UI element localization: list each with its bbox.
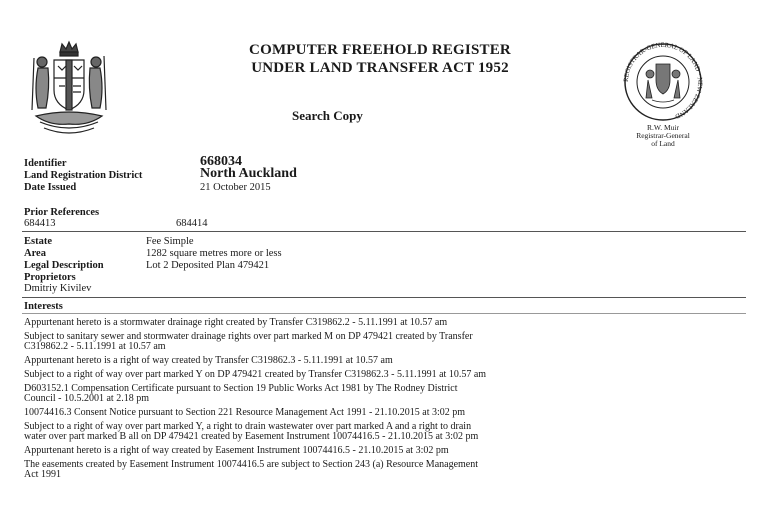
district-label: Land Registration District (24, 170, 143, 181)
divider (22, 313, 746, 314)
interest-line: Appurtenant hereto is a right of way created by Easement Instrument 10074416.5 - 21.10.2015 at 3:02 pm (24, 445, 449, 456)
interest-line: D603152.1 Compensation Certificate pursuant to Section 19 Public Works Act 1981 by The Rodney District (24, 383, 458, 394)
register-title-line2: UNDER LAND TRANSFER ACT 1952 (251, 60, 509, 76)
register-title-line1: COMPUTER FREEHOLD REGISTER (249, 42, 511, 58)
seal-ring-text: REGISTRAR-GENERAL OF LAND · NEW ZEALAND (622, 42, 704, 120)
interest-line: Appurtenant hereto is a right of way created by Transfer C319862.3 - 5.11.1991 at 10.57 am (24, 355, 393, 366)
interest-line: Subject to sanitary sewer and stormwater drainage rights over part marked M on DP 479421 created by Transfer (24, 331, 473, 342)
prior-references-label: Prior References (24, 207, 100, 218)
divider (22, 231, 746, 232)
seal-role-line1: Registrar-General (636, 131, 690, 140)
divider (22, 297, 746, 298)
interests-label: Interests (24, 301, 63, 312)
identifier-value: 668034 (200, 154, 242, 169)
seal-signatory: R.W. Muir (646, 123, 680, 132)
seal-role-line2: of Land (651, 139, 675, 148)
date-issued-value: 21 October 2015 (200, 182, 271, 193)
interest-line: Subject to a right of way over part marked Y, a right to drain wastewater over part marked A and a right to drain (24, 421, 472, 432)
prior-reference-1: 684413 (24, 218, 56, 229)
prior-reference-2: 684414 (176, 218, 208, 229)
legal-description-label: Legal Description (24, 260, 104, 271)
estate-value: Fee Simple (146, 236, 194, 247)
district-value: North Auckland (200, 166, 297, 181)
interest-line: Appurtenant hereto is a stormwater drainage right created by Transfer C319862.2 - 5.11.1991 at 10.57 am (24, 317, 448, 328)
interest-line: C319862.2 - 5.11.1991 at 10.57 am (24, 341, 166, 352)
search-copy-subtitle: Search Copy (292, 108, 363, 123)
registrar-seal-icon (618, 42, 708, 122)
interest-line: water over part marked B all on DP 479421 created by Easement Instrument 10074416.5 - 21.10.2015 at 3:02 pm (24, 431, 479, 442)
interest-line: The easements created by Easement Instrument 10074416.5 are subject to Section 243 (a) Resource Management (24, 459, 479, 470)
proprietors-value: Dmitriy Kivilev (24, 283, 92, 294)
area-value: 1282 square metres more or less (146, 248, 282, 259)
legal-description-value: Lot 2 Deposited Plan 479421 (146, 260, 270, 271)
interest-line: Council - 10.5.2001 at 2.18 pm (24, 393, 149, 404)
estate-label: Estate (24, 236, 52, 247)
coat-of-arms-emblem (28, 38, 110, 138)
interest-line: Act 1991 (24, 469, 61, 480)
identifier-label: Identifier (24, 158, 67, 169)
area-label: Area (24, 248, 46, 259)
proprietors-label: Proprietors (24, 272, 76, 283)
date-issued-label: Date Issued (24, 182, 77, 193)
interest-line: Subject to a right of way over part marked Y on DP 479421 created by Transfer C319862.3 - 5.11.1991 at 10.57 am (24, 369, 487, 380)
interest-line: 10074416.3 Consent Notice pursuant to Section 221 Resource Management Act 1991 - 21.10.2015 at 3:02 pm (24, 407, 466, 418)
